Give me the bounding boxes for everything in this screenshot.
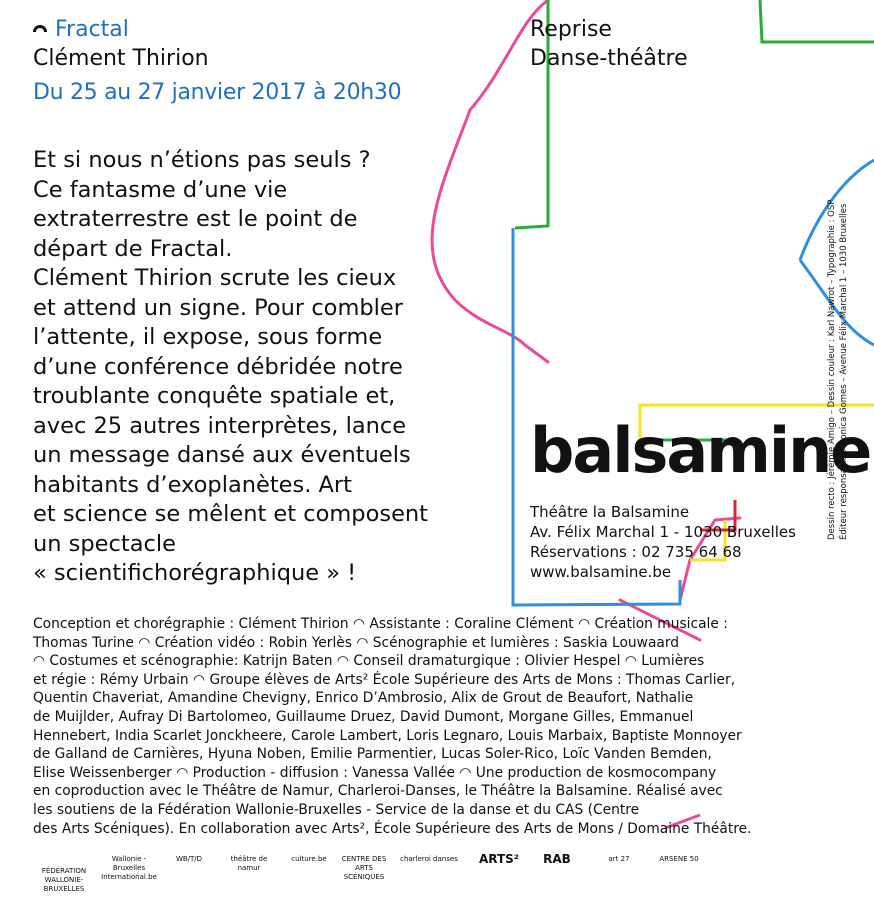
description-line: Ce fantasme d’une vie — [33, 176, 288, 203]
venue-name: Théâtre la Balsamine — [530, 503, 690, 521]
description-line: habitants d’exoplanètes. Art — [33, 471, 352, 498]
description-line: un spectacle — [33, 530, 176, 557]
venue-info — [530, 502, 796, 582]
credits-line: de Muijlder, Aufray Di Bartolomeo, Guillaume Druez, David Dumont, Morgane Gilles, Emmanuel — [33, 708, 694, 725]
credits-line: les soutiens de la Fédération Wallonie-Bruxelles - Service de la danse et du CAS (Centre — [33, 801, 640, 818]
description-line: et science se mêlent et composent — [33, 501, 429, 527]
event-dates: Du 25 au 27 janvier 2017 à 20h30 — [33, 80, 402, 105]
arc-icon — [33, 25, 47, 32]
description-line: avec 25 autres interprètes, lance — [33, 412, 407, 439]
venue-website[interactable]: www.balsamine.be — [530, 563, 672, 581]
credits-line: Hennebert, India Scarlet Jonckheere, Carole Lambert, Loris Legnaro, Louis Marbaix, Baptiste Monnoyer — [33, 727, 742, 744]
description-line: un message dansé aux éventuels — [33, 442, 411, 468]
side-credit-1: Dessin recto : Jérémie Amigo – Dessin couleur : Karl Nawrot – Typographie : OSP — [827, 199, 837, 540]
credits-line: Conception et chorégraphie : Clément Thirion ◠ Assistante : Coraline Clément ◠ Création musicale : — [33, 616, 728, 632]
series-name: Fractal — [55, 17, 129, 42]
tag-genre: Danse-théâtre — [530, 46, 688, 71]
sponsor-logos — [30, 835, 870, 895]
credits — [33, 615, 873, 838]
balsamine-logo: balsamine — [530, 414, 871, 487]
sponsor-logo: FÉDÉRATION WALLONIE-BRUXELLES — [41, 867, 87, 893]
credits-line: des Arts Scéniques). En collaboration avec Arts², École Supérieure des Arts de Mons / Domaine Théâtre. — [33, 820, 752, 837]
credits-line: en coproduction avec le Théâtre de Namur, Charleroi-Danses, le Théâtre la Balsamine. Réalisé avec — [33, 783, 723, 800]
sponsor-logo: ARSENE 50 — [659, 855, 699, 863]
description-line: troublante conquête spatiale et, — [33, 383, 396, 409]
description-line: d’une conférence débridée notre — [33, 353, 403, 380]
credits-line: Quentin Chaveriat, Amandine Chevigny, Enrico D’Ambrosio, Alix de Grout de Beaufort, Nathalie — [33, 690, 694, 707]
description-line: départ de Fractal. — [33, 235, 233, 262]
credits-line: de Galland de Carnières, Hyuna Noben, Emilie Parmentier, Lucas Soler-Rico, Loïc Vanden Bemden, — [33, 746, 712, 763]
venue-reservations: Réservations : 02 735 64 68 — [530, 543, 742, 561]
credits-line: et régie : Rémy Urbain ◠ Groupe élèves de Arts² École Supérieure des Arts de Mons : Thomas Carlier, — [33, 671, 736, 688]
credits-line: Elise Weissenberger ◠ Production - diffusion : Vanessa Vallée ◠ Une production de kosmocompany — [33, 764, 717, 781]
artist-name: Clément Thirion — [33, 46, 209, 71]
tag-reprise: Reprise — [530, 17, 612, 42]
sponsor-logo: charleroi danses — [400, 855, 458, 863]
description-line: Clément Thirion scrute les cieux — [33, 265, 397, 291]
description-line: extraterrestre est le point de — [33, 206, 358, 232]
sponsor-logo: Wallonie - Bruxelles International.be — [101, 855, 157, 881]
description-line: et attend un signe. Pour combler — [33, 294, 403, 321]
sponsor-logo: RAB — [543, 852, 571, 866]
description — [33, 146, 523, 589]
sponsor-logo: WB/T/D — [175, 855, 203, 863]
side-credit-2: Éditeur responsable : Monica Gomes – Avenue Félix Marchal 1 – 1030 Bruxelles — [839, 203, 849, 540]
sponsor-logo: art 27 — [608, 855, 630, 863]
description-line: Et si nous n’étions pas seuls ? — [33, 147, 371, 173]
venue-address: Av. Félix Marchal 1 - 1030 Bruxelles — [530, 523, 796, 541]
sponsor-logo: ARTS² — [478, 852, 520, 866]
sponsor-logo: CENTRE DES ARTS SCÉNIQUES — [341, 855, 387, 881]
credits-line: ◠ Costumes et scénographie: Katrijn Baten ◠ Conseil dramaturgique : Olivier Hespel ◠ Lumières — [33, 653, 705, 670]
series-title — [33, 16, 129, 43]
sponsor-logo: culture.be — [291, 855, 327, 863]
sponsor-logo: théâtre de namur — [230, 855, 268, 872]
credits-line: Thomas Turine ◠ Création vidéo : Robin Yerlès ◠ Scénographie et lumières : Saskia Louwaard — [33, 634, 680, 651]
description-line: l’attente, il expose, sous forme — [33, 324, 383, 350]
description-line: « scientifichorégraphique » ! — [33, 560, 357, 586]
